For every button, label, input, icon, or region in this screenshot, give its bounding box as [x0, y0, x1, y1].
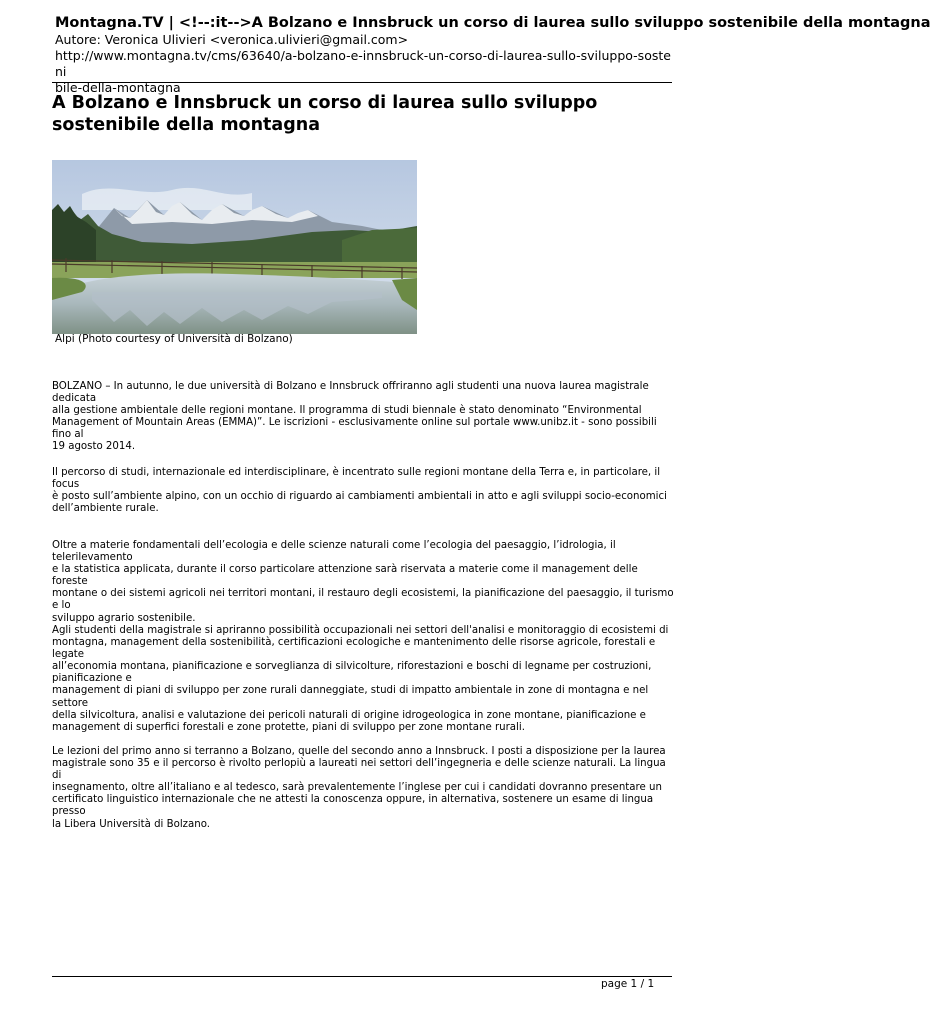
article-title: A Bolzano e Innsbruck un corso di laurea sullo sviluppo sostenibile della montagna [52, 93, 598, 135]
footer-divider [52, 976, 672, 977]
paragraph-5: Le lezioni del primo anno si terranno a Bolzano, quelle del secondo anno a Innsbruck. I posti a disposizione per la laurea magistrale sono 35 e il percorso è rivolto perlopiù a laureati nei settori dell’ingegneria e delle scienze naturali. La lingua di insegnamento, oltre all’italiano e al tedesco, sarà prevalentemente l’inglese per cui i candidati dovranno presentare un certificato linguistico internazionale che ne attesti la conoscenza oppure, in alternativa, sostenere un esame di lingua presso la Libera Università di Bolzano. [52, 746, 666, 830]
document-header [55, 14, 931, 96]
paragraph-2: Il percorso di studi, internazionale ed interdisciplinare, è incentrato sulle regioni montane della Terra e, in particolare, il focus è posto sull’ambiente alpino, con un occhio di riguardo ai cambiamenti ambientali in atto e agli sviluppi socio-economici dell’ambiente rurale. [52, 467, 667, 515]
image-caption: Alpi (Photo courtesy of Università di Bolzano) [55, 333, 293, 345]
header-divider [52, 82, 672, 83]
article-photo [52, 160, 417, 334]
page-number: page 1 / 1 [601, 978, 655, 990]
source-url[interactable]: http://www.montagna.tv/cms/63640/a-bolzano-e-innsbruck-un-corso-di-laurea-sullo-sviluppo-sosteni bile-della-montagna [55, 48, 671, 95]
site-title: Montagna.TV | <!--:it-->A Bolzano e Innsbruck un corso di laurea sullo sviluppo sostenibile della montagna [55, 15, 931, 31]
paragraph-3: Oltre a materie fondamentali dell’ecologia e delle scienze naturali come l’ecologia del paesaggio, l’idrologia, il telerilevamento e la statistica applicata, durante il corso particolare attenzione sarà riservata a materie come il management delle foreste montane o dei sistemi agricoli nei territori montani, il restauro degli ecosistemi, la pianificazione del paesaggio, il turismo e lo sviluppo agrario sostenibile. [52, 540, 674, 624]
paragraph-1: BOLZANO – In autunno, le due università di Bolzano e Innsbruck offriranno agli studenti una nuova laurea magistrale dedicata alla gestione ambientale delle regioni montane. Il programma di studi biennale è stato denominato “Environmental Management of Mountain Areas (EMMA)”. Le iscrizioni - esclusivamente online sul portale www.unibz.it - sono possibili fino al 19 agosto 2014. [52, 381, 657, 453]
paragraph-4: Agli studenti della magistrale si apriranno possibilità occupazionali nei settori dell'analisi e monitoraggio di ecosistemi di montagna, management della sostenibilità, certificazioni ecologiche e mantenimento delle risorse agricole, forestali e legate all’economia montana, pianificazione e sorveglianza di silvicolture, riforestazioni e boschi di legname per costruzioni, pianificazione e management di piani di sviluppo per zone rurali danneggiate, studi di impatto ambientale in zone di montagna e nel settore della silvicoltura, analisi e valutazione dei pericoli naturali di origine idrogeologica in zone montane, pianificazione e management di superfici forestali e zone protette, piani di sviluppo per zone montane rurali. [52, 625, 669, 733]
author-line: Autore: Veronica Ulivieri <veronica.ulivieri@gmail.com> [55, 32, 409, 47]
